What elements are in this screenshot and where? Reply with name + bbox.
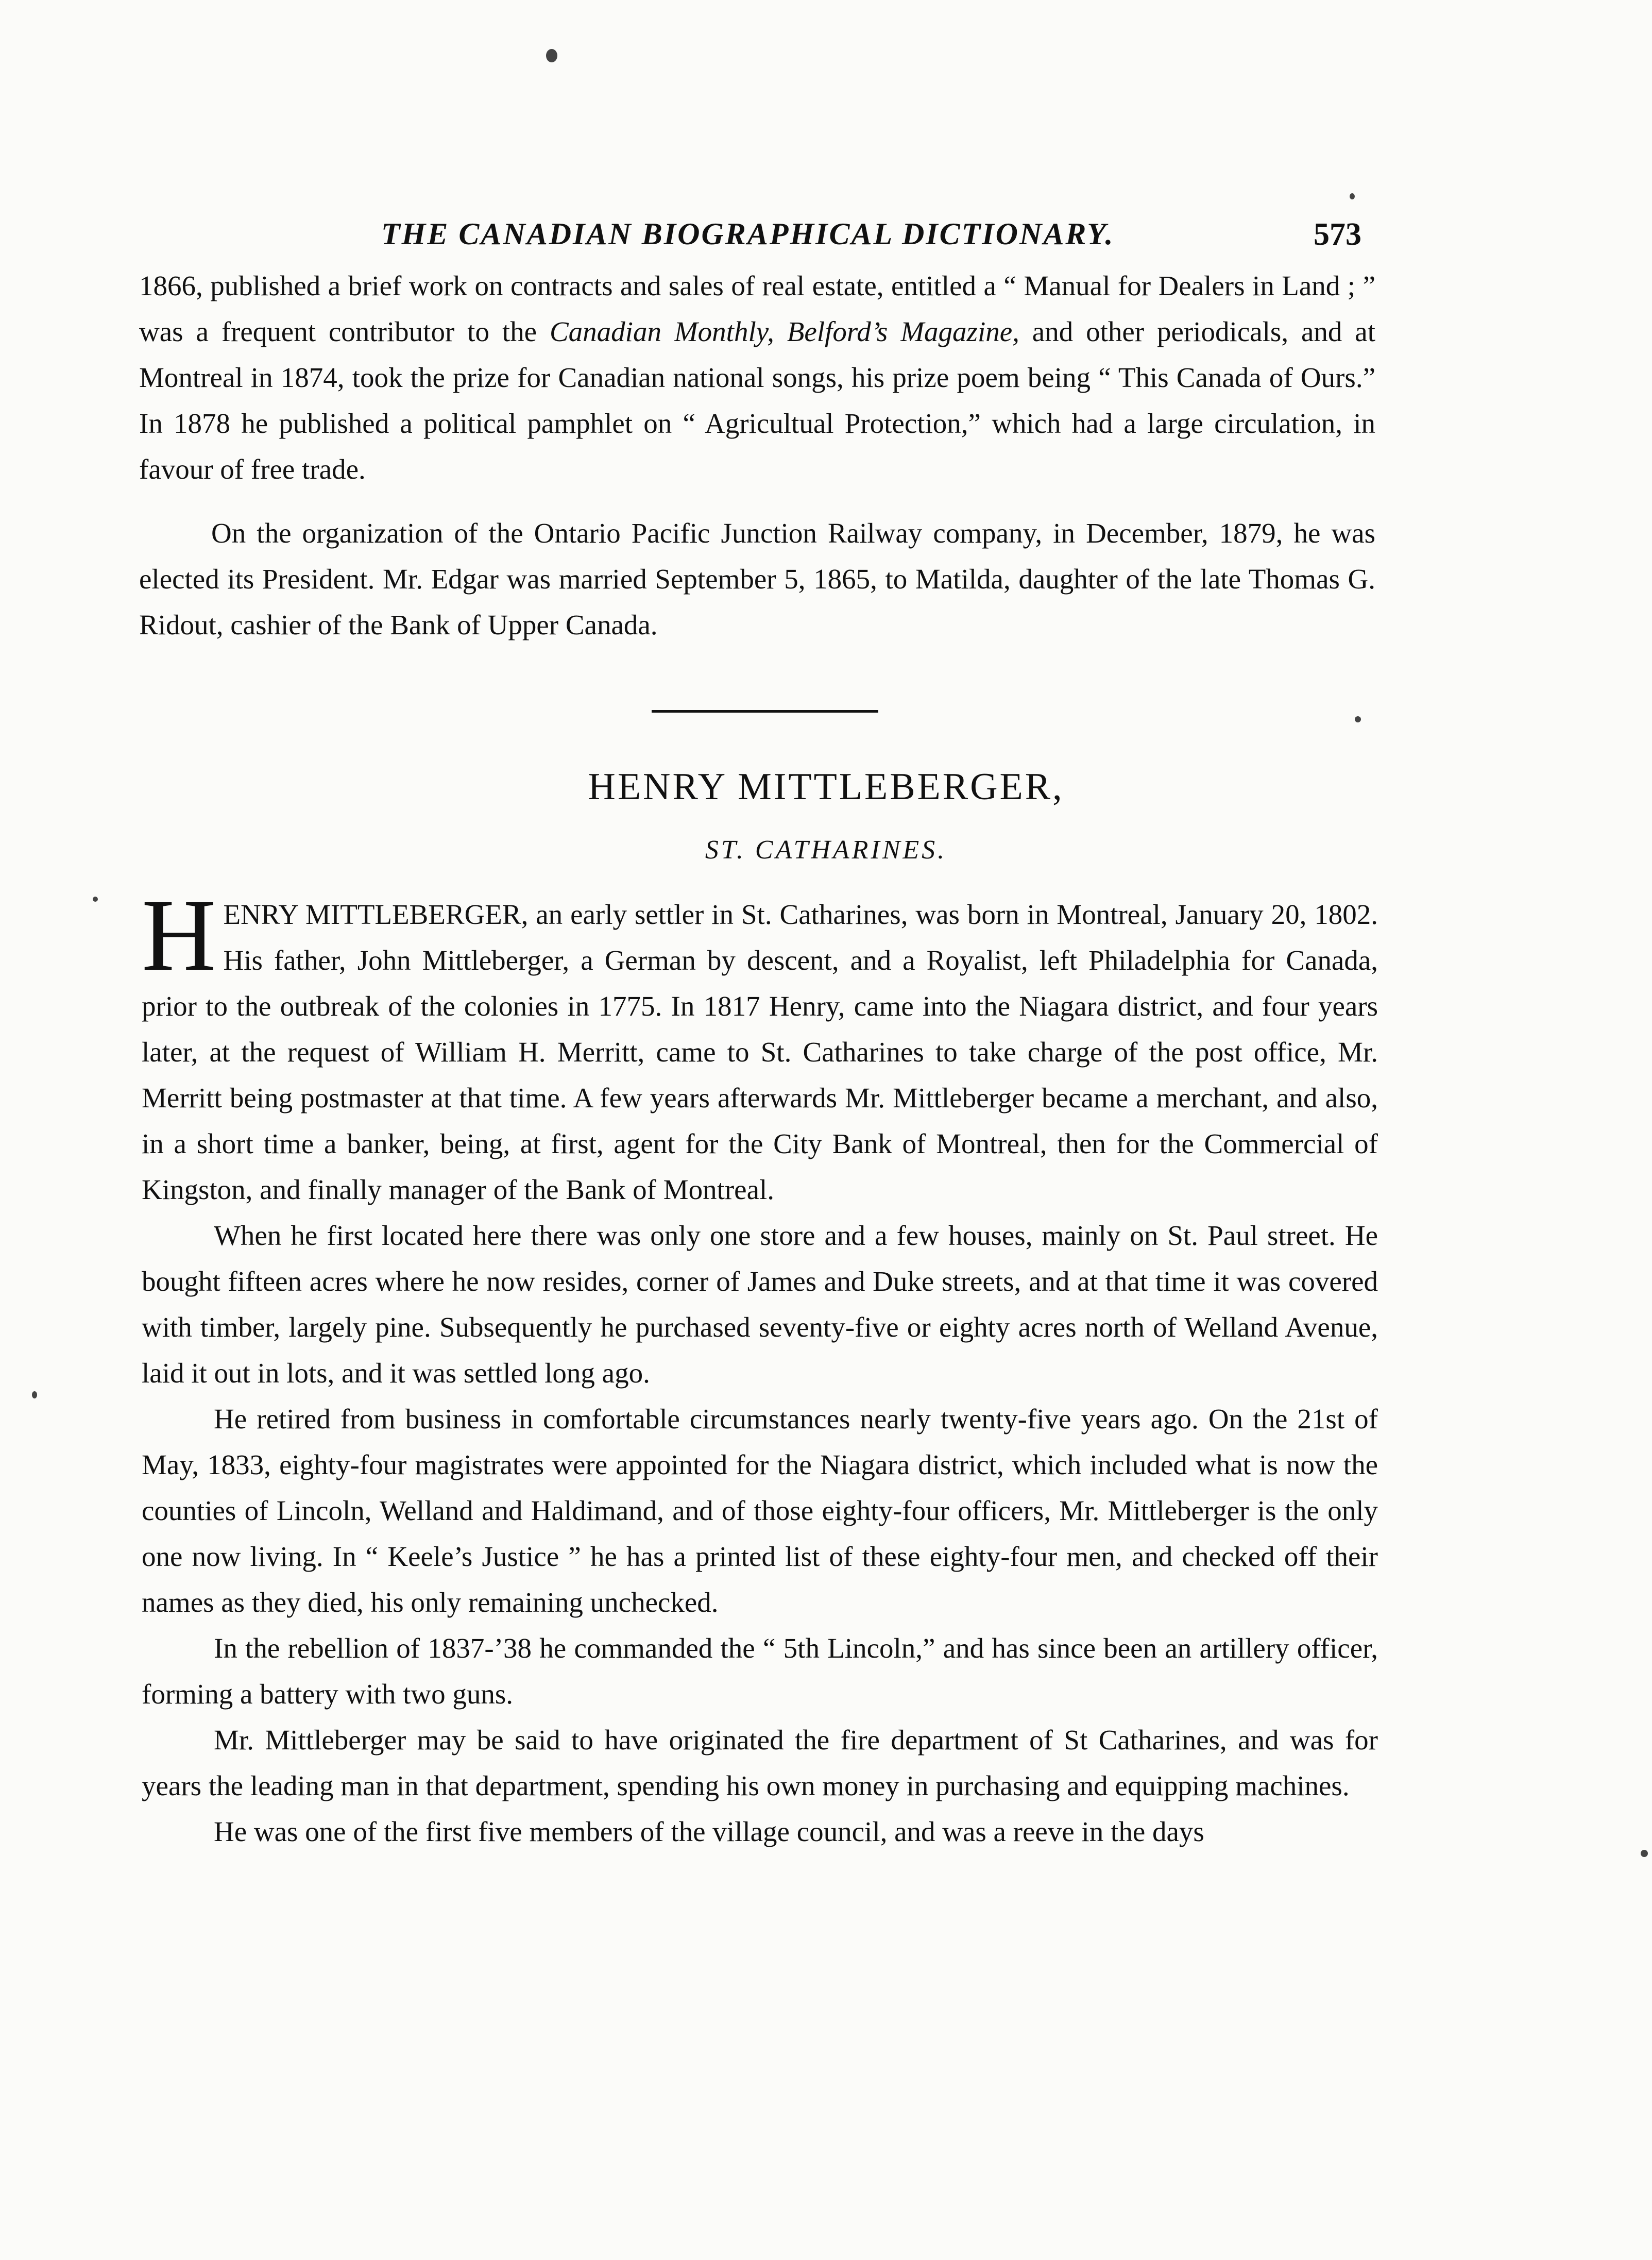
article-paragraph-3: He retired from business in comfortable circumstances nearly twenty-five years ago. On the 21st of May, 1833, eighty-four magistrates were appointed for the Niagara district, which included what is now the counties of Lincoln, Welland and Haldimand, and of those eighty-four officers, Mr. Mittleberger is the only one now living. In “ Keele’s Justice ” he has a printed list of these eighty-four men, and checked off their names as they died, his only remaining unchecked. — [142, 1403, 1378, 1618]
section-divider — [652, 710, 878, 713]
running-title: THE CANADIAN BIOGRAPHICAL DICTIONARY. — [381, 217, 1115, 251]
paragraph-text: On the organization of the Ontario Pacific Junction Railway company, in December, 1879, he was elected its President. Mr. Edgar was married September 5, 1865, to Matilda, daughter of the late Thomas G. Ridout, cashier of the Bank of Upper Canada. — [139, 517, 1375, 640]
scan-speck — [1350, 193, 1355, 199]
article-paragraph-2: When he first located here there was only one store and a few houses, mainly on St. Paul street. He bought fifteen acres where he now resides, corner of James and Duke streets, and at that time it was covered with timber, largely pine. Subsequently he purchased seventy-five or eighty acres north of Welland Avenue, laid it out in lots, and it was settled long ago. — [142, 1220, 1378, 1389]
previous-entry-paragraph-2 — [139, 510, 1375, 648]
previous-entry-paragraph-1 — [139, 263, 1375, 492]
page-number: 573 — [1314, 217, 1361, 252]
scan-speck — [1641, 1850, 1648, 1857]
article-body — [142, 879, 1378, 1854]
scan-speck — [32, 1391, 37, 1398]
article-paragraph-5: Mr. Mittleberger may be said to have originated the fire department of St Catharines, and was for years the leading man in that department, spending his own money in purchasing and equipping machines. — [142, 1724, 1378, 1801]
article-paragraph-1 — [142, 879, 1378, 1212]
paragraph-text-end: and other periodicals, and at Montreal in 1874, took the prize for Canadian national songs, his prize poem being “ This Canada of Ours.” In 1878 he published a political pamphlet on “ Agricultual Protection,” which had a large circulation, in favour of free trade. — [139, 316, 1376, 485]
article-paragraph-4: In the rebellion of 1837-’38 he commanded the “ 5th Lincoln,” and has since been an artillery officer, forming a battery with two guns. — [142, 1632, 1378, 1710]
drop-cap: H — [142, 879, 216, 992]
article-title: HENRY MITTLEBERGER, — [588, 766, 1064, 808]
paragraph-text: 1866, published a brief work on contracts and sales of real estate, entitled a “ Manual for Dealers in Land ; ” was a frequent contributor to the — [139, 270, 1375, 347]
scan-speck — [1355, 716, 1361, 722]
periodical-names: Canadian Monthly, Belford’s Magazine, — [549, 316, 1019, 347]
paragraph-text: ENRY MITTLEBERGER, an early settler in St. Catharines, was born in Montreal, January 20, 1802. His father, John Mittleberger, a German by descent, and a Royalist, left Philadelphia for Canada, prior to the outbreak of the colonies in 1775. In 1817 Henry, came into the Niagara district, and four years later, at the request of William H. Merritt, came to St. Catharines to take charge of the post office, Mr. Merritt being postmaster at that time. A few years afterwards Mr. Mittleberger became a merchant, and also, in a short time a banker, being, at first, agent for the City Bank of Montreal, then for the Commercial of Kingston, and finally manager of the Bank of Montreal. — [142, 899, 1378, 1205]
article-paragraph-6: He was one of the first five members of the village council, and was a reeve in the days — [214, 1816, 1204, 1847]
article-place: ST. CATHARINES. — [705, 835, 947, 865]
scan-speck — [93, 897, 98, 902]
scan-speck — [546, 49, 557, 62]
